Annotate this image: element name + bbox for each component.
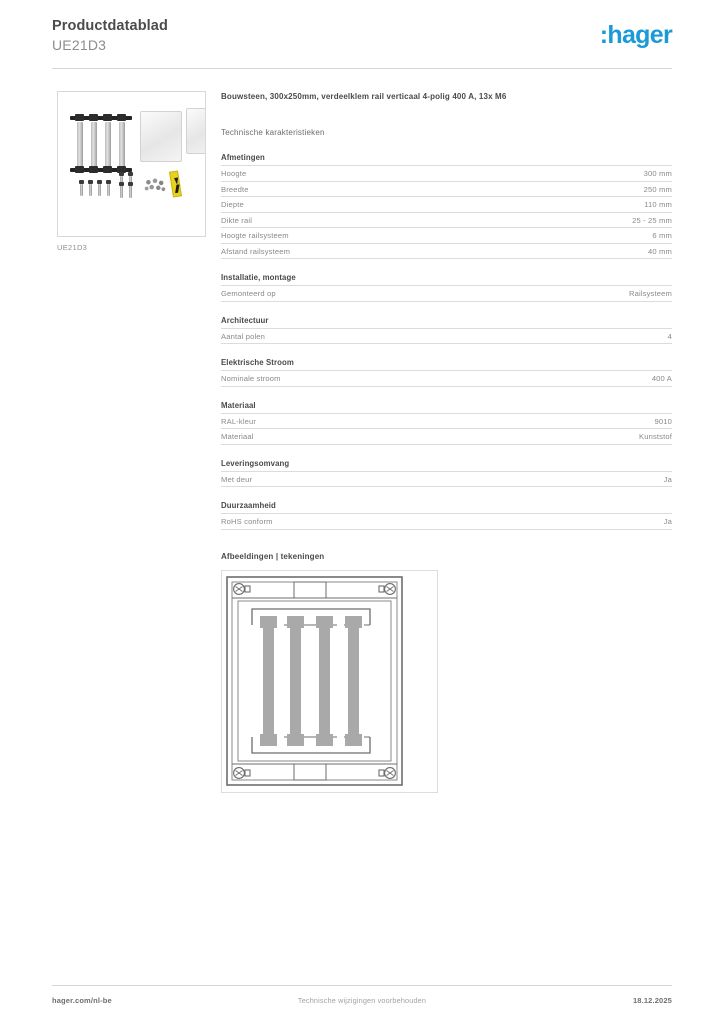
- product-description: Bouwsteen, 300x250mm, verdeelklem rail verticaal 4-polig 400 A, 13x M6: [221, 92, 507, 101]
- spec-row: [221, 513, 672, 530]
- spec-row: [221, 328, 672, 345]
- spec-group-title: Installatie, montage: [221, 273, 296, 282]
- spec-row: [221, 196, 672, 212]
- spec-label: Afstand railsysteem: [221, 246, 291, 256]
- spec-label: RAL-kleur: [221, 416, 257, 426]
- spec-row: [221, 227, 672, 243]
- spec-row: [221, 165, 672, 181]
- spec-value: 300 mm: [643, 169, 672, 178]
- spec-group-title: Materiaal: [221, 400, 256, 410]
- spec-group: [221, 401, 672, 445]
- spec-value: Kunststof: [638, 432, 672, 441]
- spec-group-title: Architectuur: [221, 315, 269, 325]
- spec-label: Gemonteerd op: [221, 289, 276, 298]
- spec-group: [221, 459, 672, 488]
- technical-characteristics-heading: Technische karakteristieken: [221, 128, 325, 137]
- spec-value: 9010: [654, 416, 672, 426]
- cover-plate-small: [186, 108, 206, 154]
- spec-value: 250 mm: [643, 184, 672, 194]
- footer-divider: [52, 985, 672, 986]
- cover-plate-large: [140, 111, 182, 162]
- spec-label: Breedte: [221, 184, 249, 194]
- product-photo-caption: UE21D3: [57, 243, 88, 252]
- spec-row: [221, 428, 672, 445]
- page-title: Productdatablad: [52, 18, 168, 34]
- spec-value: Ja: [663, 474, 672, 484]
- footer-date: 18.12.2025: [632, 996, 672, 1005]
- spec-value: Ja: [663, 517, 672, 526]
- spec-row: [221, 471, 672, 488]
- spec-group-title: Afmetingen: [221, 153, 265, 162]
- spec-label: Diepte: [221, 200, 244, 209]
- spec-row: [221, 285, 672, 302]
- technical-drawing[interactable]: [221, 570, 438, 793]
- spec-group-title: Elektrische Stroom: [221, 358, 294, 367]
- hager-logo: :hager: [599, 21, 672, 49]
- busbar-assembly-graphic: [70, 114, 132, 174]
- warning-label-sticker: [169, 170, 182, 197]
- spec-row: [221, 413, 672, 429]
- spec-label: Aantal polen: [221, 331, 266, 341]
- spec-label: Met deur: [221, 474, 253, 484]
- spec-label: Hoogte: [221, 169, 247, 178]
- spec-group: [221, 358, 672, 387]
- spec-row: [221, 181, 672, 197]
- spec-label: Hoogte railsysteem: [221, 231, 289, 240]
- spec-group: [221, 501, 672, 530]
- product-reference: UE21D3: [52, 37, 107, 53]
- spec-label: RoHS conform: [221, 517, 273, 526]
- spec-label: Dikte rail: [221, 215, 253, 225]
- specifications-table: [221, 153, 672, 530]
- footer-website[interactable]: hager.com/nl-be: [52, 996, 112, 1005]
- spec-value: 400 A: [651, 374, 672, 383]
- header-divider: [52, 68, 672, 69]
- spec-label: Nominale stroom: [221, 374, 281, 383]
- spec-value: 6 mm: [652, 231, 672, 240]
- spec-value: 40 mm: [648, 246, 672, 256]
- page-footer: [52, 996, 672, 1010]
- drawings-heading: Afbeeldingen | tekeningen: [221, 551, 325, 561]
- page-header: [52, 18, 672, 64]
- product-photo[interactable]: [57, 91, 206, 237]
- spec-row: [221, 212, 672, 228]
- spec-value: Railsysteem: [628, 289, 672, 298]
- spec-group-title: Leveringsomvang: [221, 458, 290, 468]
- main-content: [221, 91, 672, 793]
- spec-value: 25 - 25 mm: [632, 215, 672, 225]
- spec-label: Materiaal: [221, 432, 254, 441]
- spec-value: 110 mm: [644, 200, 672, 209]
- spec-group: [221, 153, 672, 259]
- screws-nuts-pile: [144, 178, 166, 192]
- spec-value: 4: [667, 331, 672, 341]
- spec-group: [221, 273, 672, 302]
- spec-row: [221, 370, 672, 387]
- spec-group-title: Duurzaamheid: [221, 501, 276, 510]
- footer-disclaimer: Technische wijzigingen voorbehouden: [297, 996, 427, 1005]
- spec-row: [221, 243, 672, 260]
- spec-group: [221, 316, 672, 345]
